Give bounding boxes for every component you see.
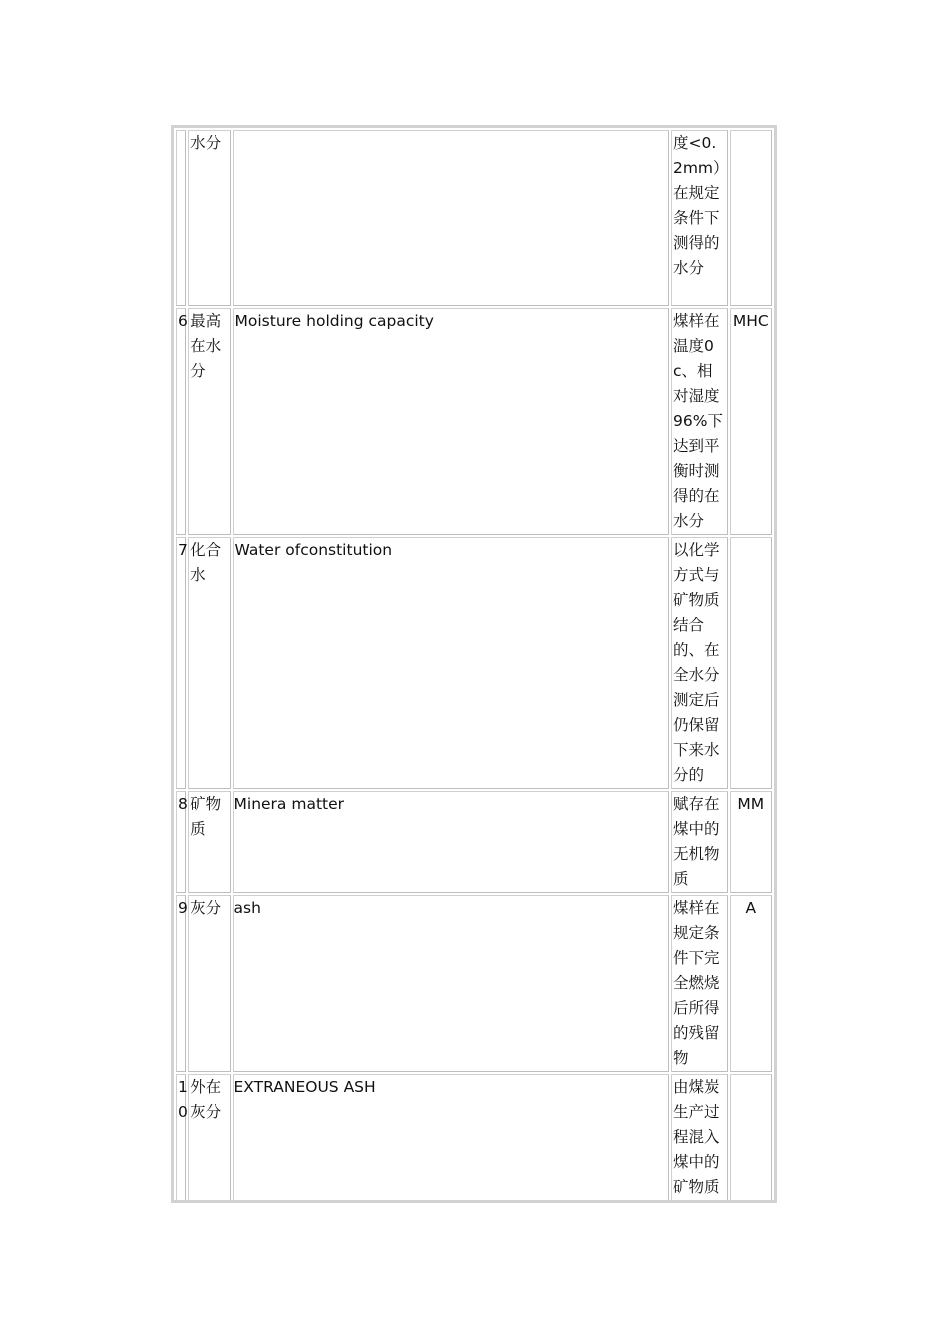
table-row — [176, 895, 772, 1072]
chinese-term-cell: 最高在水分 — [188, 308, 230, 535]
definition-cell: 煤样在温度0c、相对湿度96%下达到平衡时测得的在水分 — [671, 308, 728, 535]
chinese-term-cell: 外在灰分 — [188, 1074, 230, 1203]
chinese-term-cell: 矿物质 — [188, 791, 230, 893]
row-number-cell: 6 — [176, 308, 186, 535]
row-number-cell: 7 — [176, 537, 186, 789]
chinese-term-cell: 水分 — [188, 130, 230, 306]
symbol-cell: A — [730, 895, 772, 1072]
table-row — [176, 791, 772, 893]
table-row — [176, 130, 772, 306]
chinese-term-cell: 灰分 — [188, 895, 230, 1072]
definition-cell: 度<0.2mm）在规定条件下测得的水分 — [671, 130, 728, 306]
symbol-cell — [730, 1074, 772, 1203]
symbol-cell — [730, 130, 772, 306]
row-number-cell: 8 — [176, 791, 186, 893]
definition-cell: 赋存在煤中的无机物质 — [671, 791, 728, 893]
chinese-term-cell: 化合水 — [188, 537, 230, 789]
row-number-cell: 9 — [176, 895, 186, 1072]
row-number-cell — [176, 130, 186, 306]
symbol-cell: MM — [730, 791, 772, 893]
terms-table-frame — [171, 125, 777, 1203]
english-term-cell: EXTRANEOUS ASH — [233, 1074, 669, 1203]
definition-cell: 煤样在规定条件下完全燃烧后所得的残留物 — [671, 895, 728, 1072]
terms-table — [174, 128, 774, 1203]
definition-cell: 由煤炭生产过程混入煤中的矿物质 — [671, 1074, 728, 1203]
symbol-cell — [730, 537, 772, 789]
english-term-cell: Minera matter — [233, 791, 669, 893]
english-term-cell — [233, 130, 669, 306]
definition-cell: 以化学方式与矿物质结合的、在全水分测定后仍保留下来水分的 — [671, 537, 728, 789]
table-row — [176, 537, 772, 789]
english-term-cell: ash — [233, 895, 669, 1072]
table-row — [176, 1074, 772, 1203]
row-number-cell: 10 — [176, 1074, 186, 1203]
english-term-cell: Moisture holding capacity — [233, 308, 669, 535]
symbol-cell: MHC — [730, 308, 772, 535]
english-term-cell: Water ofconstitution — [233, 537, 669, 789]
table-row — [176, 308, 772, 535]
